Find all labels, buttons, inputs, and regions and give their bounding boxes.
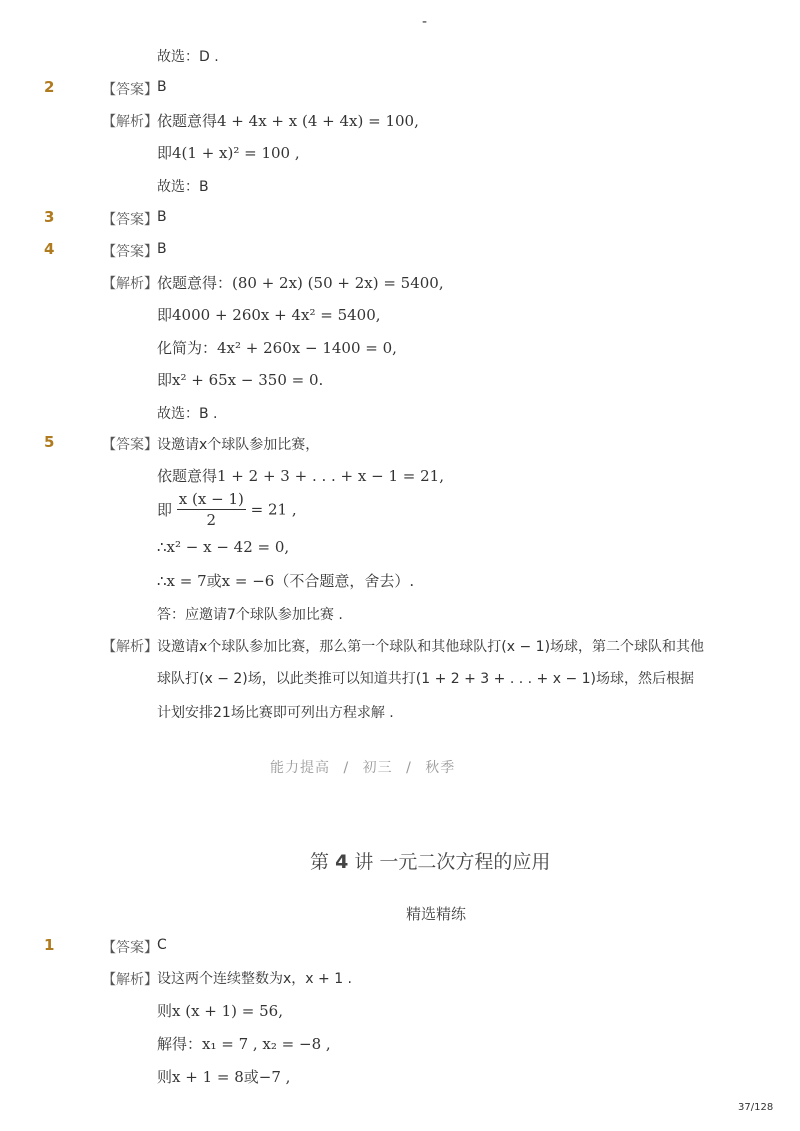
solution-line: ∴x = 7或x = −6（不合题意，舍去）. (157, 572, 415, 590)
answer-value: C (157, 937, 167, 953)
fraction (177, 490, 246, 529)
question-number: 1 (44, 936, 55, 954)
solution-line: 故选：D . (157, 49, 219, 65)
analysis-tag: 【解析】 (102, 639, 158, 655)
solution-line: 即4000 + 260x + 4x² = 5400, (157, 306, 381, 324)
footer-part: 秋季 (425, 760, 456, 776)
analysis-tag: 【解析】 (102, 972, 158, 988)
answer-value: B (157, 79, 167, 95)
analysis-line: 计划安排21场比赛即可列出方程求解 . (157, 705, 394, 721)
lecture-title (310, 847, 550, 874)
analysis-line: 球队打(x − 2)场，以此类推可以知道共打(1 + 2 + 3 + . . . + x − 1)场球，然后根据 (157, 671, 694, 687)
header-mark: - (422, 14, 428, 30)
fraction-denominator: 2 (206, 511, 217, 529)
analysis-line: 设邀请x个球队参加比赛，那么第一个球队和其他球队打(x − 1)场球，第二个球队和其他 (157, 639, 705, 655)
solution-line: 依题意得1 + 2 + 3 + . . . + x − 1 = 21, (157, 467, 444, 485)
question-number: 2 (44, 78, 55, 96)
analysis-tag: 【解析】 (102, 114, 158, 130)
footer-part: 能力提高 (270, 760, 330, 776)
question-number: 5 (44, 433, 55, 451)
solution-line: 故选：B . (157, 406, 218, 422)
solution-line: 依题意得：(80 + 2x) (50 + 2x) = 5400, (157, 274, 444, 292)
fraction-line (157, 490, 297, 529)
answer-tag: 【答案】 (102, 244, 158, 260)
answer-tag: 【答案】 (102, 940, 158, 956)
question-number: 4 (44, 240, 55, 258)
title-prefix: 第 (310, 851, 330, 873)
answer-tag: 【答案】 (102, 437, 158, 453)
solution-line: 答：应邀请7个球队参加比赛 . (157, 607, 343, 623)
answer-value: B (157, 241, 167, 257)
title-number: 4 (335, 851, 349, 873)
solution-line: 则x (x + 1) = 56, (157, 1002, 283, 1020)
answer-text: 设邀请x个球队参加比赛， (157, 437, 320, 453)
solution-line: 即x² + 65x − 350 = 0. (157, 371, 324, 389)
page-footer (270, 757, 455, 777)
solution-line: ∴x² − x − 42 = 0, (157, 538, 290, 556)
solution-line: 则x + 1 = 8或−7 , (157, 1068, 291, 1086)
page-number: 37/128 (738, 1102, 774, 1113)
solution-line: 设这两个连续整数为x，x + 1 . (157, 971, 353, 987)
solution-line: 即4(1 + x)² = 100 , (157, 144, 300, 162)
solution-line: 依题意得4 + 4x + x (4 + 4x) = 100, (157, 112, 419, 130)
footer-separator: / (343, 760, 350, 776)
fraction-rhs: = 21 , (250, 500, 297, 519)
answer-tag: 【答案】 (102, 82, 158, 98)
analysis-tag: 【解析】 (102, 276, 158, 292)
solution-line: 解得：x₁ = 7 , x₂ = −8 , (157, 1035, 331, 1053)
solution-line: 故选：B (157, 179, 209, 195)
answer-tag: 【答案】 (102, 212, 158, 228)
title-rest: 讲 一元二次方程的应用 (354, 851, 551, 873)
fraction-prefix: 即 (157, 501, 173, 519)
question-number: 3 (44, 208, 55, 226)
footer-separator: / (406, 760, 412, 776)
section-subtitle: 精选精练 (406, 905, 467, 923)
answer-value: B (157, 209, 167, 225)
footer-part: 初三 (362, 760, 393, 776)
solution-line: 化简为：4x² + 260x − 1400 = 0, (157, 339, 397, 357)
fraction-numerator: x (x − 1) (178, 490, 244, 508)
